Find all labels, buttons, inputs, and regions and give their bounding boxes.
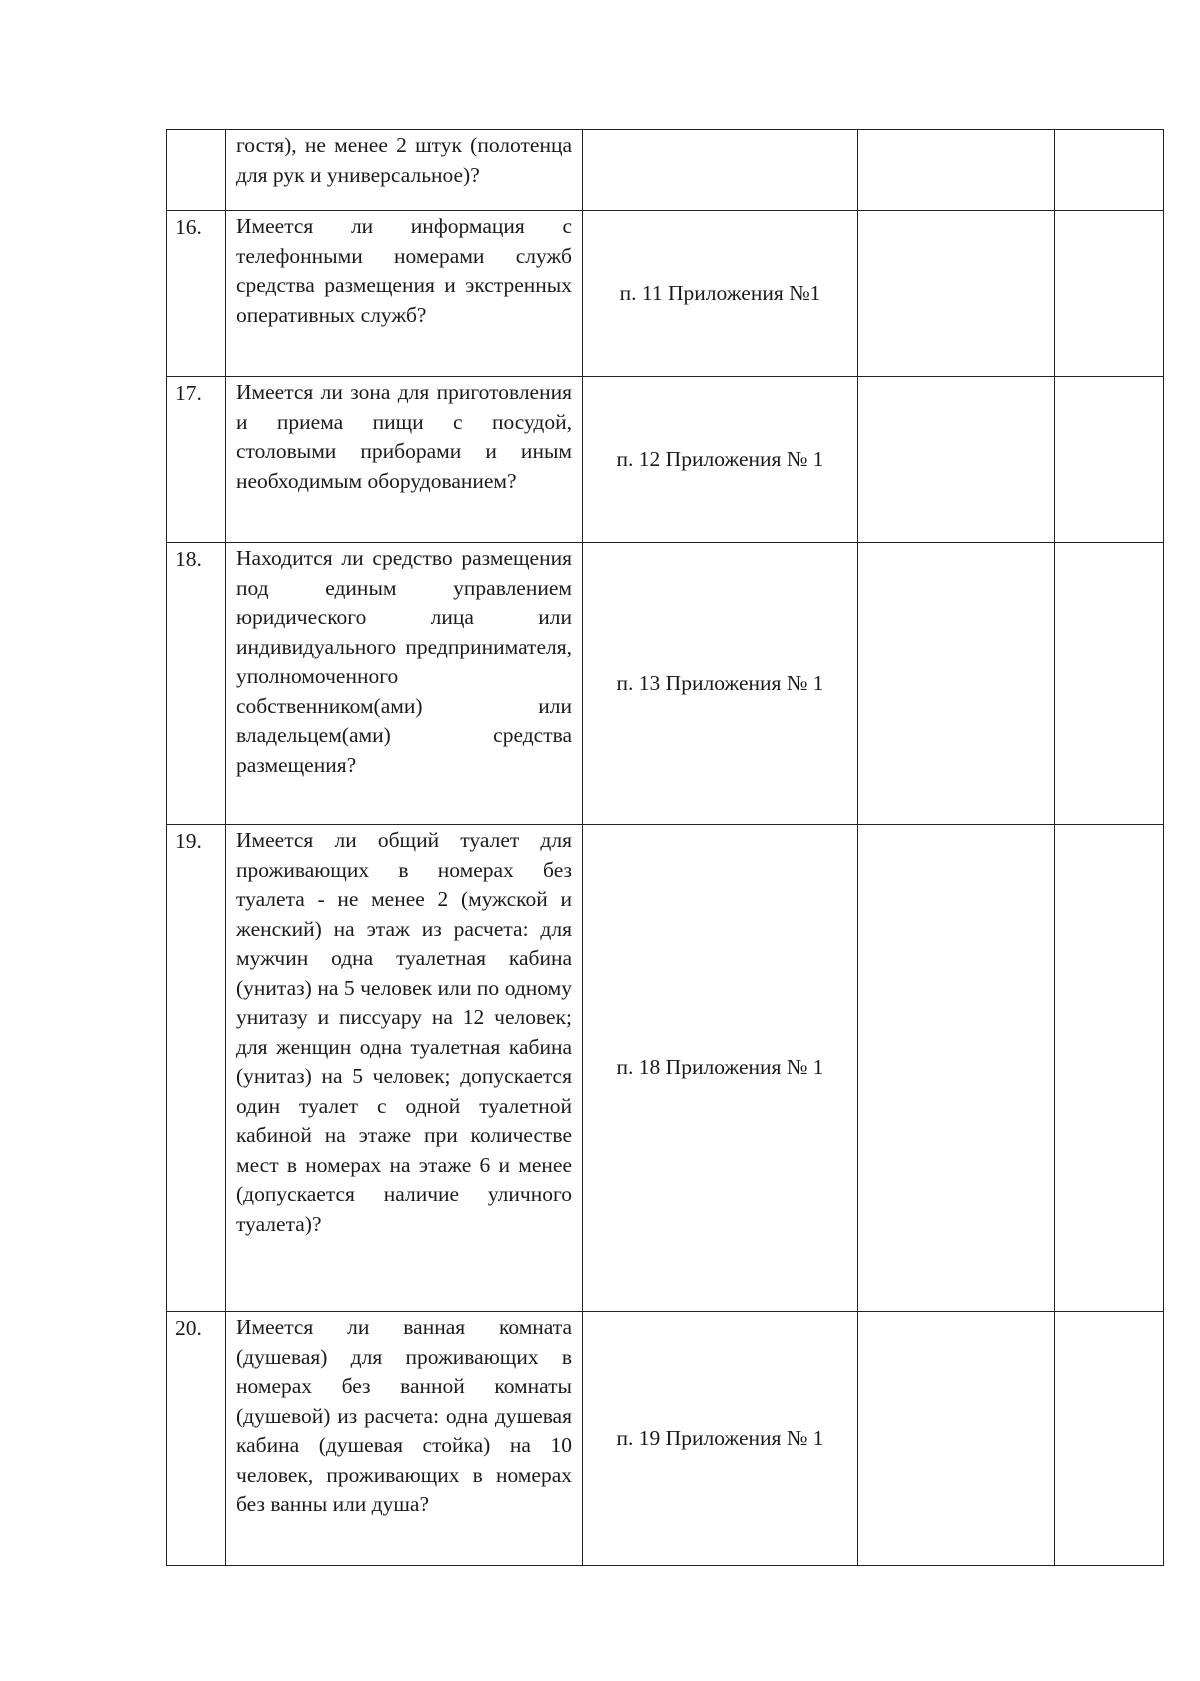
note-cell [1055,130,1164,211]
row-number: 20. [167,1312,226,1566]
table-row [167,825,1164,1312]
note-cell [1055,825,1164,1312]
note-cell [1055,1312,1164,1566]
answer-cell [858,825,1055,1312]
answer-cell [858,130,1055,211]
reference-cell: п. 19 Приложения № 1 [583,1312,858,1566]
table-row [167,130,1164,211]
answer-cell [858,1312,1055,1566]
question-cell: Имеется ли ванная комната (душевая) для проживающих в номерах без ванной комнаты (душевой) из расчета: одна душевая кабина (душевая стойка) на 10 человек, проживающих в номерах без ванны или душа? [226,1312,583,1566]
note-cell [1055,377,1164,543]
reference-cell: п. 13 Приложения № 1 [583,543,858,825]
row-number: 16. [167,211,226,377]
question-cell: гостя), не менее 2 штук (полотенца для рук и универсальное)? [226,130,583,211]
reference-cell [583,130,858,211]
note-cell [1055,543,1164,825]
checklist-table [166,129,1164,1566]
question-cell: Имеется ли зона для приготовления и приема пищи с посудой, столовыми приборами и иным необходимым оборудованием? [226,377,583,543]
question-cell: Имеется ли информация с телефонными номерами служб средства размещения и экстренных оперативных служб? [226,211,583,377]
question-cell: Находится ли средство размещения под единым управлением юридического лица или индивидуального предпринимателя, уполномоченного собственником(ами) или владельцем(ами) средства размещения? [226,543,583,825]
table-row [167,211,1164,377]
row-number: 17. [167,377,226,543]
row-number: 18. [167,543,226,825]
reference-cell: п. 11 Приложения №1 [583,211,858,377]
answer-cell [858,543,1055,825]
answer-cell [858,377,1055,543]
note-cell [1055,211,1164,377]
row-number: 19. [167,825,226,1312]
table-row [167,1312,1164,1566]
reference-cell: п. 18 Приложения № 1 [583,825,858,1312]
reference-cell: п. 12 Приложения № 1 [583,377,858,543]
table-row [167,543,1164,825]
row-number [167,130,226,211]
question-cell: Имеется ли общий туалет для проживающих в номерах без туалета - не менее 2 (мужской и женский) на этаж из расчета: для мужчин одна туалетная кабина (унитаз) на 5 человек или по одному унитазу и писсуару на 12 человек; для женщин одна туалетная кабина (унитаз) на 5 человек; допускается один туалет с одной туалетной кабиной на этаже при количестве мест в номерах на этаже 6 и менее (допускается наличие уличного туалета)? [226,825,583,1312]
answer-cell [858,211,1055,377]
table-row [167,377,1164,543]
